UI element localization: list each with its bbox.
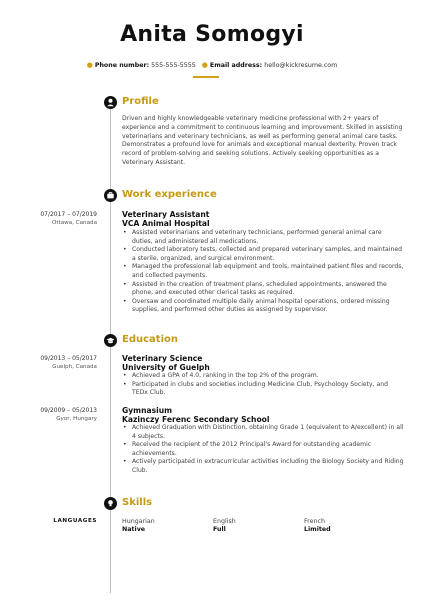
briefcase-icon	[104, 189, 117, 202]
education-heading: Education	[122, 334, 178, 345]
edu-location: Gyor, Hungary	[56, 416, 97, 422]
list-item: • Oversaw and coordinated multiple daily animal hospital operations, ordered missing supplies, and performed other duties as assigned by supervisor.	[122, 298, 404, 315]
language-level: Native	[122, 526, 146, 533]
graduation-cap-icon	[104, 334, 117, 347]
job-location: Ottawa, Canada	[51, 220, 97, 226]
list-item: • Achieved Graduation with Distinction, obtaining Grade 1 (equivalent to A/excellent) in all 4 subjects.	[122, 424, 404, 441]
language-name: French	[304, 518, 325, 525]
job-dates: 07/2017 – 07/2019	[40, 211, 97, 218]
bullet-dot-icon: ●	[86, 61, 93, 69]
edu-school: Kazinczy Ferenc Secondary School	[122, 415, 270, 424]
candidate-name: Anita Somogyi	[120, 22, 304, 47]
contact-line	[0, 61, 424, 69]
name-underline	[193, 76, 219, 78]
language-level: Full	[213, 526, 226, 533]
person-icon	[104, 96, 117, 109]
languages-label: LANGUAGES	[53, 518, 97, 524]
language-level: Limited	[304, 526, 331, 533]
profile-heading: Profile	[122, 96, 159, 107]
list-item: • Achieved a GPA of 4.0, ranking in the top 2% of the program.	[122, 372, 404, 381]
edu-school: University of Guelph	[122, 363, 210, 372]
work-heading: Work experience	[122, 189, 217, 200]
list-item: • Actively participated in extracurricular activities including the Biology Society and Riding Club.	[122, 458, 404, 475]
email-value[interactable]: hello@kickresume.com	[264, 62, 338, 69]
edu-location: Guelph, Canada	[52, 364, 97, 370]
language-name: Hungarian	[122, 518, 155, 525]
edu-title: Veterinary Science	[122, 354, 203, 363]
language-name: English	[213, 518, 236, 525]
edu-dates: 09/2013 – 05/2017	[40, 355, 97, 362]
edu-title: Gymnasium	[122, 406, 173, 415]
language-item	[304, 518, 331, 533]
job-employer: VCA Animal Hospital	[122, 219, 210, 228]
job-bullets	[122, 229, 404, 315]
job-title: Veterinary Assistant	[122, 210, 210, 219]
edu-dates: 09/2009 – 05/2013	[40, 407, 97, 414]
email-label: Email address:	[209, 62, 263, 69]
edu-bullets	[122, 424, 404, 476]
list-item: • Participated in clubs and societies including Medicine Club, Psychology Society, and TEDx Club.	[122, 381, 404, 398]
list-item: • Assisted in the creation of treatment plans, scheduled appointments, answered the phone, and executed other clerical tasks as required.	[122, 281, 404, 298]
skills-heading: Skills	[122, 497, 153, 508]
language-item	[213, 518, 236, 533]
edu-bullets	[122, 372, 404, 398]
phone-label: Phone number:	[94, 62, 150, 69]
list-item: • Assisted veterinarians and veterinary technicians, performed general animal care duties, and administered all medications.	[122, 229, 404, 246]
timeline-line	[110, 103, 111, 593]
profile-text: Driven and highly knowledgeable veterinary medicine professional with 2+ years of experience and a commitment to continuous learning and improvement. Skilled in assisting veterinarians and veterinary technicians, as well as performing general animal care tasks. Demonstrates a profound love for animals and exceptional manual dexterity. Proven track record of problem-solving and seeking solutions. Actively seeking opportunities as a Veterinary Assistant.	[122, 115, 403, 166]
list-item: • Managed the professional lab equipment and tools, maintained patient files and records, and collected payments.	[122, 263, 404, 280]
language-item	[122, 518, 155, 533]
lightbulb-icon	[104, 497, 117, 510]
list-item: • Conducted laboratory tests, collected and prepared veterinary samples, and maintained a sterile, organized, and surgical environment.	[122, 246, 404, 263]
list-item: • Received the recipient of the 2012 Principal's Award for outstanding academic achievements.	[122, 441, 404, 458]
bullet-dot-icon: ●	[201, 61, 208, 69]
phone-value: 555-555-5555	[151, 62, 196, 69]
